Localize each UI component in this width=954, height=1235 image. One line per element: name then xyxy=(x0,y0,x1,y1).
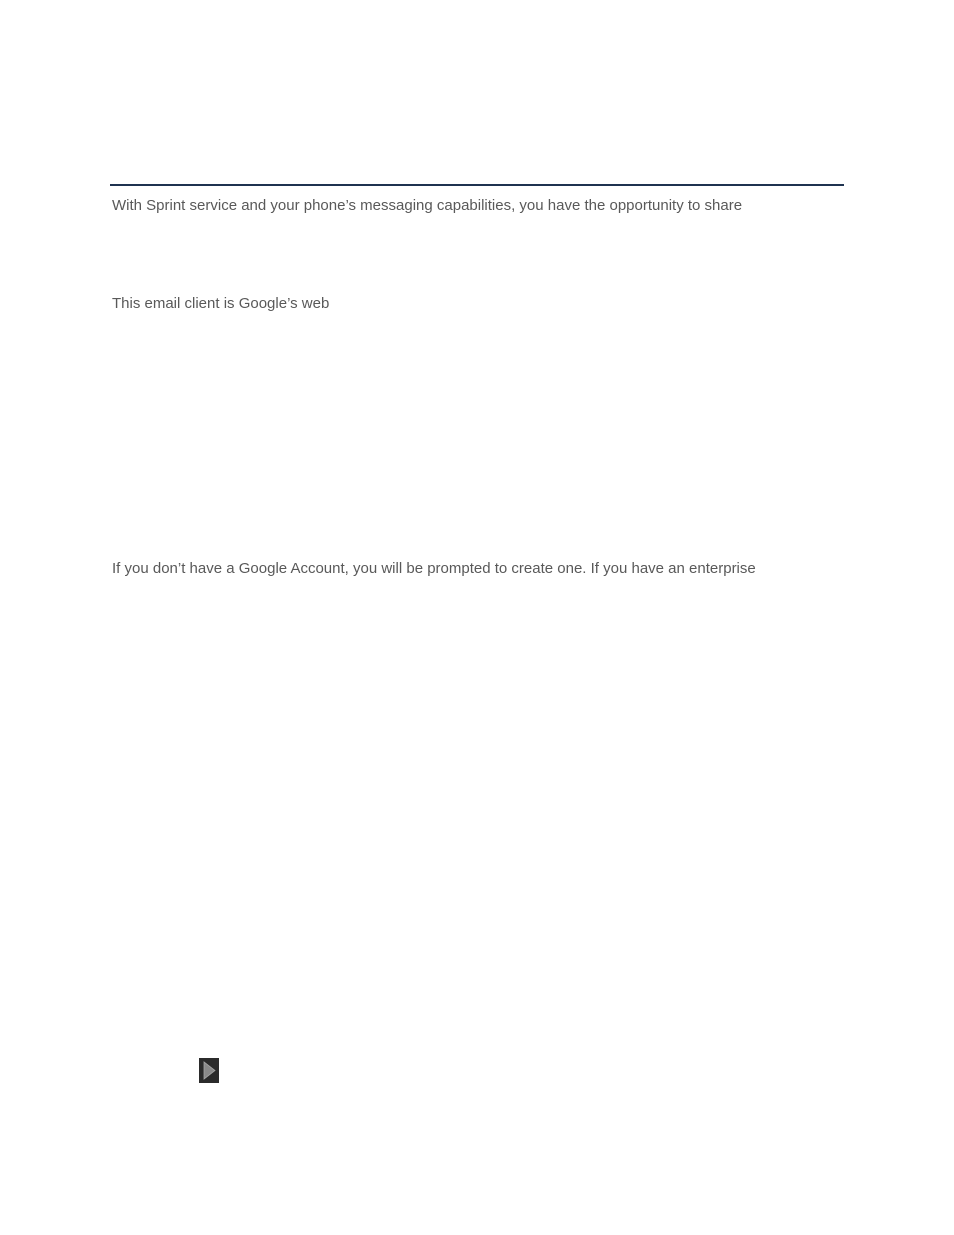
play-arrow-icon xyxy=(199,1058,219,1083)
section-divider-rule xyxy=(110,184,844,186)
email-client-paragraph: This email client is Google’s web xyxy=(112,295,330,312)
intro-paragraph: With Sprint service and your phone’s messaging capabilities, you have the opportunity to share xyxy=(112,197,743,214)
google-account-paragraph: If you don’t have a Google Account, you will be prompted to create one. If you have an enterprise xyxy=(112,560,756,577)
